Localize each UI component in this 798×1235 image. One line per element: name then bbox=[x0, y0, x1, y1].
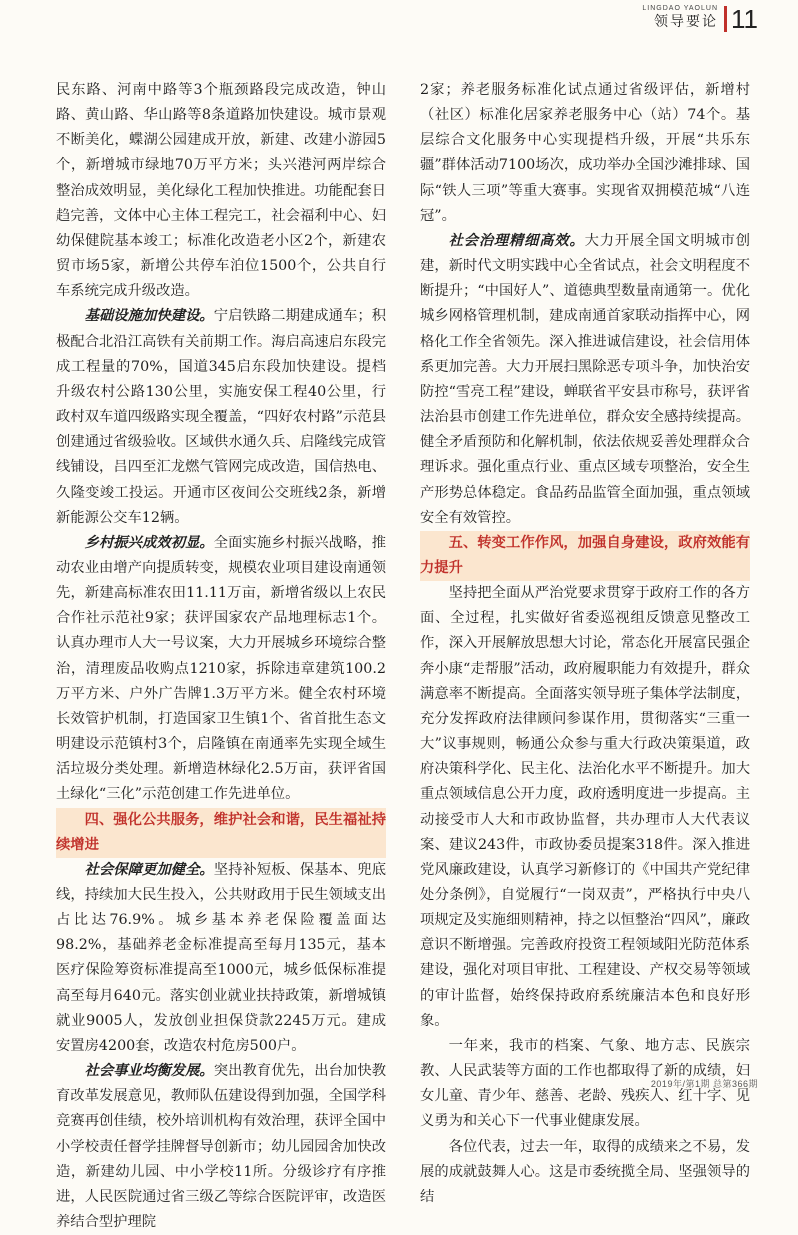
section-heading: 四、强化公共服务，维护社会和谐，民生福祉持续增进 bbox=[56, 808, 386, 858]
page-number: 11 bbox=[724, 6, 758, 32]
paragraph bbox=[56, 304, 386, 530]
paragraph-lead: 社会事业均衡发展。 bbox=[84, 1063, 214, 1080]
paragraph-lead: 基础设施加快建设。 bbox=[84, 308, 214, 325]
paragraph-body: 宁启铁路二期建成通车；积极配合北沿江高铁有关前期工作。海启高速启东段完成工程量的70%，国道345启东段加快建设。提档升级农村公路130公里，实施安保工程40公里，行政村双车道四级路实现全覆盖，“四好农村路”示范县创建通过省级验收。区域供水通久兵、启隆线完成管线铺设，吕四至汇龙燃气管网完成改造，国信热电、久隆变竣工投运。开通市区夜间公交班线2条，新增新能源公交车12辆。 bbox=[56, 308, 387, 526]
paragraph bbox=[420, 229, 750, 531]
page-footer bbox=[651, 1077, 758, 1090]
paragraph: 坚持把全面从严治党要求贯穿于政府工作的各方面、全过程，扎实做好省委巡视组反馈意见整改工作，深入开展解放思想大讨论，常态化开展富民强企奔小康“走帮服”活动，政府履职能力有效提升，群众满意率不断提高。全面落实领导班子集体学法制度，充分发挥政府法律顾问参谋作用，贯彻落实“三重一大”议事规则，畅通公众参与重大行政决策渠道，政府决策科学化、民主化、法治化水平不断提升。加大重点领域信息公开力度，政府透明度进一步提高。主动接受市人大和市政协监督，共办理市人大代表议案、建议243件，市政协委员提案318件。深入推进党风廉政建设，认真学习新修订的《中国共产党纪律处分条例》，自觉履行“一岗双责”，严格执行中央八项规定及实施细则精神，持之以恒整治“四风”，廉政意识不断增强。完善政府投资工程领域阳光防范体系建设，强化对项目审批、工程建设、产权交易等领域的审计监督，始终保持政府系统廉洁本色和良好形象。 bbox=[420, 585, 750, 1029]
paragraph-body: 全面实施乡村振兴战略，推动农业由增产向提质转变，规模农业项目建设南通领先，新建高标准农田11.11万亩，新增省级以上农民合作社示范社9家；获评国家农产品地理标志1个。认真办理市人大一号议案，大力开展城乡环境综合整治，清理废品收购点1210家，拆除违章建筑100.2万平方米、户外广告牌1.3万平方米。健全农村环境长效管护机制，打造国家卫生镇1个、省首批生态文明建设示范镇村3个，启隆镇在南通率先实现全域生活垃圾分类处理。新增造林绿化2.5万亩，获评省国土绿化“三化”示范创建工作先进单位。 bbox=[56, 534, 387, 803]
brand-english: LINGDAO YAOLUN bbox=[642, 5, 718, 12]
paragraph-body: 大力开展全国文明城市创建，新时代文明实践中心全省试点，社会文明程度不断提升；“中国好人”、道德典型数量南通第一。优化城乡网格管理机制，建成南通首家联动指挥中心，网格化工作全省领先。深入推进诚信建设，社会信用体系更加完善。大力开展扫黑除恶专项斗争，加快治安防控“雪亮工程”建设，蝉联省平安县市称号，获评省法治县市创建工作先进单位，群众安全感持续提高。健全矛盾预防和化解机制，依法依规妥善处理群众合理诉求。强化重点行业、重点区域专项整治，安全生产形势总体稳定。食品药品监管全面加强，重点领域安全有效管控。 bbox=[420, 232, 750, 526]
paragraph bbox=[56, 531, 386, 808]
paragraph-lead: 社会保障更加健全。 bbox=[84, 861, 214, 878]
section-heading: 五、转变工作作风，加强自身建设，政府效能有力提升 bbox=[420, 531, 750, 581]
paragraph bbox=[56, 1059, 386, 1235]
paragraph-lead: 社会治理精细高效。 bbox=[448, 232, 585, 249]
paragraph-body: 突出教育优先，出台加快教育改革发展意见，教师队伍建设得到加强，全国学科竞赛再创佳绩，校外培训机构有效治理，获评全国中小学校责任督学挂牌督导创新市；幼儿园园舍加快改造，新建幼儿园、中小学校11所。分级诊疗有序推进，人民医院通过省三级乙等综合医院评审，改造医养结合型护理院 bbox=[56, 1063, 387, 1231]
paragraph: 2家；养老服务标准化试点通过省级评估，新增村（社区）标准化居家养老服务中心（站）74个。基层综合文化服务中心实现提档升级，开展“共乐东疆”群体活动7100场次，成功举办全国沙滩排球、国际“铁人三项”等重大赛事。实现省双拥模范城“八连冠”。 bbox=[420, 82, 750, 224]
brand-chinese: 领导要论 bbox=[654, 14, 718, 30]
issue-label: 2019年/第1期 bbox=[650, 1079, 710, 1089]
paragraph: 各位代表，过去一年，取得的成绩来之不易，发展的成就鼓舞人心。这是市委统揽全局、坚强领导的结 bbox=[420, 1138, 750, 1205]
right-column bbox=[420, 78, 750, 1210]
left-column bbox=[56, 78, 386, 1235]
brand-block bbox=[642, 4, 718, 31]
paragraph: 民东路、河南中路等3个瓶颈路段完成改造，钟山路、黄山路、华山路等8条道路加快建设。城市景观不断美化，蝶湖公园建成开放，新建、改建小游园5个，新增城市绿地70万平方米；头兴港河两岸综合整治成效明显，美化绿化工程加快推进。功能配套日趋完善，文体中心主体工程完工，社会福利中心、妇幼保健院基本竣工；标准化改造老小区2个，新建农贸市场5家，新增公共停车泊位1500个，公共自行车系统完成升级改造。 bbox=[56, 82, 386, 300]
paragraph: 一年来，我市的档案、气象、地方志、民族宗教、人民武装等方面的工作也都取得了新的成绩，妇女儿童、青少年、慈善、老龄、残疾人、红十字、见义勇为和关心下一代事业健康发展。 bbox=[420, 1037, 750, 1130]
total-issue-label: 总第366期 bbox=[712, 1079, 758, 1089]
paragraph-lead: 乡村振兴成效初显。 bbox=[84, 534, 214, 551]
paragraph-body: 坚持补短板、保基本、兜底线，持续加大民生投入，公共财政用于民生领域支出占比达76.9%。城乡基本养老保险覆盖面达98.2%，基础养老金标准提高至每月135元，基本医疗保险筹资标准提高至1000元，城乡低保标准提高至每月640元。落实创业就业扶持政策，新增城镇就业9005人，发放创业担保贷款2245万元。建成安置房4200套，改造农村危房500户。 bbox=[56, 861, 387, 1054]
paragraph bbox=[56, 858, 386, 1059]
page-header bbox=[642, 4, 758, 32]
